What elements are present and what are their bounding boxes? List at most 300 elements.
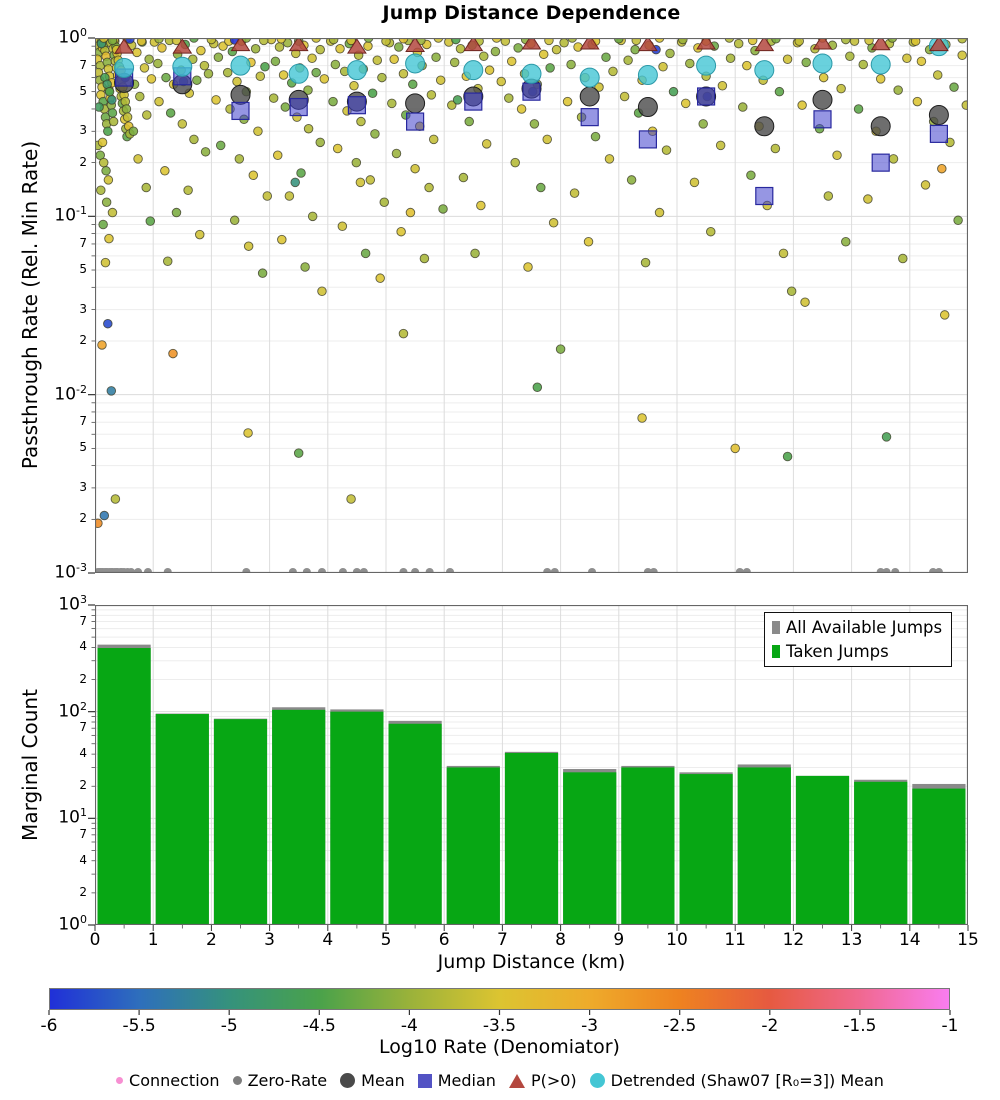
x-tick-label: 9 [613,930,625,950]
colorbar [49,988,950,1010]
y-minor-tick-label: 7 [79,826,87,841]
scatter-point [655,208,664,217]
scatter-point [556,345,565,354]
scatter-point [395,43,404,52]
scatter-point [140,64,149,73]
scatter-point [453,96,462,105]
scatter-point [783,55,792,64]
mean-marker [755,117,774,136]
scatter-point [122,105,131,114]
scatter-panel [95,38,968,573]
scatter-point [514,44,523,53]
scatter-point [95,103,103,112]
y-minor-tick-label: 2 [79,778,87,793]
scatter-point [933,71,942,80]
scatter-point [108,109,117,118]
scatter-point [913,97,922,106]
circle-marker-icon [340,1073,355,1088]
scatter-point [312,68,321,77]
scatter-point [911,38,920,45]
scatter-point [798,101,807,110]
y-minor-tick-label: 3 [79,123,87,138]
scatter-point [669,87,678,96]
scatter-point [408,80,417,89]
scatter-point [111,495,120,504]
bar-taken [214,719,267,925]
scatter-point [940,311,949,320]
y-minor-tick-label: 7 [79,720,87,735]
x-tick-label: 4 [322,930,334,950]
scatter-point [889,155,898,164]
scatter-point [876,75,885,84]
x-tick-label: 6 [438,930,450,950]
scatter-point [304,124,313,133]
scatter-point [197,46,206,55]
scatter-point [501,38,510,45]
scatter-point [734,39,743,48]
detrended-mean-marker [813,54,832,73]
mean-marker [813,90,832,109]
bar-taken [330,712,383,925]
scatter-point [584,237,593,246]
scatter-point [142,183,151,192]
bar-taken [738,767,791,925]
scatter-point [271,57,280,66]
scatter-point [261,62,270,71]
y-tick-label: $10^{-1}$ [54,204,87,226]
scatter-point [795,38,804,45]
scatter-point [258,269,267,278]
scatter-point [477,201,486,210]
scatter-point [399,329,408,338]
detrended-mean-marker [347,61,366,80]
figure-legend-label: Detrended (Shaw07 [R₀=3]) Mean [610,1071,884,1090]
bar-taken [389,724,442,925]
scatter-point [254,127,263,136]
scatter-point [507,57,516,66]
scatter-point [819,73,828,82]
scatter-point [251,44,260,53]
figure-legend-item [340,1071,405,1090]
scatter-point [216,141,225,150]
median-marker [814,111,831,128]
mean-marker [231,85,250,104]
scatter-point [373,56,382,65]
scatter-point [123,113,132,122]
scatter-point [450,58,459,67]
x-tick-label: 0 [89,930,101,950]
mean-marker [406,94,425,113]
scatter-point [638,414,647,423]
scatter-point [846,52,855,61]
scatter-point [361,249,370,258]
scatter-point [471,249,480,258]
scatter-point [894,86,903,95]
colorbar-tick-label: -2 [761,1016,779,1036]
y-tick-label: $10^{-2}$ [54,382,87,405]
scatter-point [624,56,633,65]
scatter-point [142,111,151,120]
scatter-point [190,135,199,144]
colorbar-tick-label: -4 [400,1016,418,1036]
bar-taken [912,789,965,925]
scatter-point [917,57,926,66]
scatter-point [108,96,117,105]
scatter-point [388,99,397,108]
scatter-point [329,97,338,106]
y-minor-tick-label: 2 [79,332,87,347]
scatter-point [178,120,187,129]
median-marker [698,88,715,105]
detrended-mean-marker [231,56,250,75]
bar-taken [98,648,151,925]
scatter-point [368,89,377,98]
y-tick-label: $10^{-3}$ [54,561,87,583]
scatter-point [699,120,708,129]
detrended-mean-marker [289,64,308,83]
scatter-point [921,181,930,190]
scatter-point [681,99,690,108]
detrended-mean-marker [580,68,599,87]
scatter-point [659,62,668,71]
scatter-plot-area [95,38,968,573]
x-tick-label: 3 [264,930,275,950]
scatter-point [775,87,784,96]
scatter-point [602,53,611,62]
y-minor-tick-label: 2 [79,154,87,169]
scatter-point [99,220,108,229]
figure-legend-label: Connection [129,1071,220,1090]
y-minor-tick-label: 4 [79,639,87,654]
scatter-point [136,92,145,101]
figure-legend-label: Zero-Rate [247,1071,328,1090]
detrended-mean-marker [464,61,483,80]
bar-taken [505,753,558,925]
y-minor-tick-label: 5 [79,83,87,98]
scatter-point [275,43,284,52]
median-marker [872,154,889,171]
top-y-axis-label: Passthrough Rate (Rel. Min Rate) [18,140,42,470]
scatter-point [459,173,468,182]
colorbar-tick-label: -5 [220,1016,238,1036]
scatter-point [546,64,555,73]
y-minor-tick-label: 2 [79,511,87,526]
scatter-point [244,429,253,438]
x-axis-label: Jump Distance (km) [437,951,626,973]
scatter-point [129,127,138,136]
scatter-point [779,249,788,258]
colorbar-tick-label: -5.5 [122,1016,156,1036]
scatter-point [738,103,747,112]
y-minor-tick-label: 3 [79,479,87,494]
scatter-point [859,60,868,69]
scatter-point [107,387,116,396]
scatter-point [134,155,143,164]
scatter-point [371,130,380,139]
scatter-point [771,144,780,153]
dot-small-marker-icon [116,1077,123,1084]
median-marker [465,93,482,110]
colorbar-tick-label: -4.5 [302,1016,336,1036]
dot-medium-marker-icon [233,1076,242,1085]
scatter-point [161,167,170,176]
scatter-point [552,45,561,54]
scatter-point [706,227,715,236]
scatter-point [841,237,850,246]
scatter-point [511,158,520,167]
scatter-point [301,263,310,272]
scatter-point [273,151,282,160]
scatter-point [726,54,735,63]
scatter-point [686,59,695,68]
x-tick-label: 1 [147,930,159,950]
scatter-point [382,38,391,45]
scatter-point [347,495,356,504]
scatter-point [297,169,306,178]
bar-taken [680,774,733,925]
scatter-point [436,76,445,85]
scatter-point [563,97,572,106]
colorbar-label: Log10 Rate (Denomiator) [379,1036,620,1058]
y-tick-label: $10^0$ [58,26,87,48]
scatter-point [420,254,429,263]
scatter-point [537,183,546,192]
scatter-point [411,164,420,173]
scatter-point [104,176,113,185]
bar-taken [272,710,325,925]
scatter-point [439,205,448,214]
scatter-point [109,117,118,126]
y-tick-label: $10^2$ [58,699,87,722]
scatter-point [574,43,583,52]
scatter-point [223,68,232,77]
x-tick-label: 11 [724,930,746,950]
scatter-point [356,178,365,187]
scatter-point [316,45,325,54]
scatter-point [279,71,288,80]
scatter-point [133,48,142,57]
median-marker [523,83,540,100]
scatter-point [318,287,327,296]
legend-item [772,618,942,637]
scatter-point [336,44,345,53]
scatter-point [308,54,317,63]
scatter-point [333,144,342,153]
scatter-point [102,167,111,176]
scatter-point [331,60,340,69]
legend-item [772,642,942,661]
y-minor-tick-label: 2 [79,884,87,899]
bar-taken [796,776,849,925]
scatter-point [193,76,202,85]
scatter-point [491,47,500,56]
scatter-point [278,235,287,244]
scatter-point [465,117,474,126]
scatter-point [204,69,213,78]
median-marker [232,102,249,119]
x-tick-label: 10 [666,930,688,950]
scatter-point [338,222,347,231]
scatter-point [102,198,111,207]
scatter-point [230,216,239,225]
scatter-point [378,73,387,82]
scatter-point [166,109,175,118]
scatter-point [605,155,614,164]
detrended-mean-marker [871,55,890,74]
detrended-mean-marker [115,58,134,77]
bar-taken [447,767,500,925]
scatter-point [743,61,752,70]
scatter-point [366,176,375,185]
colorbar-tick-label: -3 [581,1016,599,1036]
scatter-point [543,135,552,144]
scatter-point [690,178,699,187]
scatter-point [485,66,494,75]
scatter-point [195,230,204,239]
scatter-point [533,383,542,392]
x-tick-label: 15 [957,930,979,950]
median-marker [407,113,424,130]
scatter-point [145,55,154,64]
scatter-point [560,38,569,47]
y-tick-label: $10^1$ [58,806,87,828]
x-tick-label: 5 [380,930,392,950]
bar-taken [563,772,616,925]
scatter-point [104,127,113,136]
bottom-y-axis-label: Marginal Count [18,689,42,841]
figure-legend-item [590,1071,884,1090]
scatter-point [747,171,756,180]
legend-label: Taken Jumps [786,642,889,661]
scatter-point [105,234,114,243]
scatter-point [567,60,576,69]
scatter-point [620,92,629,101]
y-minor-tick-label: 3 [79,301,87,316]
figure-legend-item [116,1071,220,1090]
scatter-point [456,44,465,53]
scatter-point [570,189,579,198]
scatter-point [432,53,441,62]
detrended-mean-marker [755,61,774,80]
figure-title: Jump Distance Dependence [382,2,681,24]
scatter-point [235,155,244,164]
median-marker [348,97,365,114]
scatter-point [169,349,178,358]
detrended-mean-marker [173,57,192,76]
mean-marker [929,106,948,125]
scatter-point [269,94,278,103]
triangle-marker-icon [509,1074,525,1088]
scatter-point [882,433,891,442]
bar-taken [854,782,907,925]
scatter-point [105,87,114,96]
colorbar-tick-label: -1.5 [843,1016,877,1036]
y-tick-label: $10^3$ [58,593,87,615]
detrended-mean-marker [406,54,425,73]
scatter-point [184,186,193,195]
mean-marker [638,98,657,117]
scatter-point [716,141,725,150]
scatter-point [212,96,221,105]
scatter-point [98,341,107,350]
x-tick-label: 2 [205,930,217,950]
scatter-point [308,212,317,221]
scatter-point [549,218,558,227]
y-minor-tick-label: 7 [79,414,87,429]
scatter-point [627,176,636,185]
figure-legend-label: Median [437,1071,496,1090]
scatter-point [850,38,859,45]
colorbar-tick-label: -1 [941,1016,959,1036]
y-minor-tick-label: 7 [79,235,87,250]
scatter-point [281,103,290,112]
scatter-point [364,42,373,51]
scatter-point [380,198,389,207]
bar-taken [156,714,209,925]
scatter-panel-border [96,39,968,573]
detrended-mean-marker [522,64,541,83]
scatter-point [200,61,209,70]
scatter-point [938,164,947,173]
scatter-point [97,186,106,195]
scatter-point [320,75,329,84]
scatter-point [316,138,325,147]
scatter-point [429,135,438,144]
scatter-point [101,258,110,267]
scatter-point [497,77,506,86]
scatter-point [233,77,242,86]
scatter-point [641,258,650,267]
detrended-mean-marker [638,66,657,85]
scatter-point [406,208,415,217]
detrended-mean-marker [697,56,716,75]
scatter-point [837,84,846,93]
scatter-point [479,52,488,61]
x-tick-label: 13 [840,930,863,950]
colorbar-tick-label: -6 [40,1016,58,1036]
scatter-point [350,81,359,90]
scatter-point [285,192,294,201]
scatter-point [854,105,863,114]
scatter-point [147,75,156,84]
histogram-legend [764,612,952,667]
y-minor-tick-label: 7 [79,57,87,72]
colorbar-tick-label: -2.5 [663,1016,697,1036]
scatter-point [146,217,155,226]
scatter-point [256,72,265,81]
scatter-point [517,105,526,114]
figure-legend-label: P(>0) [530,1071,577,1090]
square-marker-icon [418,1074,432,1088]
scatter-point [787,287,796,296]
y-minor-tick-label: 4 [79,852,87,867]
x-tick-label: 14 [898,930,921,950]
y-minor-tick-label: 7 [79,613,87,628]
y-tick-label: $10^0$ [58,913,87,935]
x-tick-label: 8 [555,930,566,950]
scatter-point [155,97,164,106]
median-marker [290,99,307,116]
scatter-point [833,151,842,160]
scatter-point [294,449,303,458]
scatter-point [482,140,491,149]
figure-legend-item [418,1071,496,1090]
x-tick-label: 12 [782,930,805,950]
scatter-point [731,444,740,453]
scatter-point [201,148,210,157]
scatter-point [244,242,253,251]
scatter-point [524,263,533,272]
